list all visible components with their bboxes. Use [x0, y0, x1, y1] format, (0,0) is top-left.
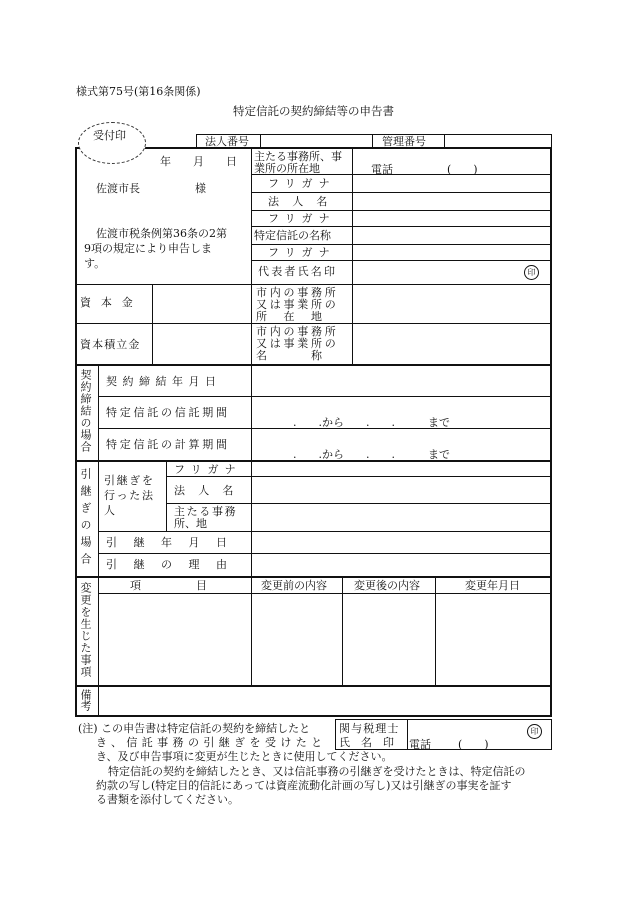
office-address-label-2: 又は事業所の [256, 298, 339, 311]
calc-period-label: 特定信託の計算期間 [106, 438, 230, 451]
note-line-3: き、及び申告事項に変更が生じたときに使用してください。 [96, 750, 393, 763]
addressee: 佐渡市長 様 [96, 182, 206, 195]
note-line-1: (注) この申告書は特定信託の契約を締結したと [78, 722, 311, 735]
accountant-phone-parens: ( ) [458, 738, 489, 751]
capital-field[interactable] [154, 286, 250, 322]
succession-office-label-2: 所、地 [174, 517, 207, 530]
capital-label: 資本金 [80, 296, 143, 309]
calc-period-field[interactable] [253, 430, 550, 459]
representative-name-field[interactable] [354, 262, 524, 282]
succession-office-field[interactable] [253, 505, 550, 530]
remarks-label: 備考 [79, 689, 92, 711]
office-address-label-3: 所 在 地 [256, 310, 325, 323]
office-address-field[interactable] [354, 286, 550, 322]
changes-col-item: 項 目 [130, 579, 207, 592]
changes-after-field[interactable] [344, 595, 434, 684]
phone-label: 電話 [371, 163, 393, 176]
management-number-label: 管理番号 [382, 135, 426, 148]
trust-period-value: . .から . . まで [293, 416, 450, 429]
form-title: 特定信託の契約締結等の申告書 [233, 104, 394, 118]
trust-name-label: 特定信託の名称 [254, 229, 331, 242]
management-number-field[interactable] [446, 135, 550, 146]
changes-section-label: 変更を生じた事項 [79, 582, 92, 678]
changes-col-date: 変更年月日 [465, 579, 520, 592]
furigana-1-label: フリガナ [268, 177, 336, 190]
contract-date-field[interactable] [253, 366, 550, 395]
succession-reason-field[interactable] [253, 555, 550, 575]
furigana-1-field[interactable] [354, 176, 550, 191]
calc-period-value: . .から . . まで [293, 448, 450, 461]
succession-section-label: 引継ぎの場合 [79, 468, 92, 570]
succession-corp-name-field[interactable] [253, 478, 550, 502]
office-name-label-1: 市内の事務所 [256, 325, 339, 338]
note-line-5: 約款の写し(特定目的信託にあっては資産流動化計画の写し)又は引継ぎの事実を証す [96, 779, 512, 792]
name-seal-label: 氏 名 印 [339, 736, 394, 749]
contract-date-label: 契約締結年月日 [106, 375, 222, 388]
contract-section-label: 契約締結の場合 [79, 369, 92, 453]
representative-seal-icon: 印 [524, 265, 539, 280]
succession-corp-label-1: 引継ぎを [104, 474, 155, 487]
note-line-6: る書類を添付してください。 [96, 793, 239, 806]
corp-name-label: 法人名 [268, 195, 341, 208]
furigana-2-label: フリガナ [268, 212, 336, 225]
furigana-3-field[interactable] [354, 246, 550, 259]
succession-furigana-field[interactable] [253, 462, 550, 475]
main-office-address-field[interactable] [354, 149, 550, 161]
phone-parens: ( ) [447, 163, 478, 176]
succession-corp-label-3: 人 [104, 504, 115, 517]
trust-period-field[interactable] [253, 398, 550, 427]
remarks-field[interactable] [100, 688, 550, 715]
main-office-label-2: 業所の所在地 [254, 162, 320, 175]
note-line-4: 特定信託の契約を締結したとき、又は信託事務の引継ぎを受けたときは、特定信託の [108, 765, 526, 778]
succession-corp-label-2: 行った法 [104, 489, 155, 502]
office-name-field[interactable] [354, 325, 550, 363]
tax-accountant-label: 関与税理士 [339, 722, 400, 735]
succession-office-label-1: 主たる事務 [174, 505, 238, 518]
succession-date-label: 引継年月日 [106, 536, 244, 549]
office-name-label-3: 名 称 [256, 349, 325, 362]
succession-corp-name-label: 法人名 [174, 484, 247, 497]
tax-accountant-name-field[interactable] [409, 720, 519, 736]
furigana-3-label: フリガナ [268, 246, 336, 259]
succession-date-field[interactable] [253, 533, 550, 552]
corp-number-label: 法人番号 [205, 135, 249, 148]
changes-col-before: 変更前の内容 [261, 579, 327, 592]
note-line-2: き、信託事務の引継ぎを受けたと [96, 736, 327, 749]
tax-accountant-seal-icon: 印 [527, 724, 542, 739]
office-name-label-2: 又は事業所の [256, 337, 339, 350]
changes-col-after: 変更後の内容 [354, 579, 420, 592]
main-office-label-1: 主たる事務所、事 [254, 150, 342, 163]
succession-reason-label: 引継の理由 [106, 558, 244, 571]
succession-furigana-label: フリガナ [174, 463, 242, 476]
receipt-stamp-label: 受付印 [93, 129, 126, 142]
capital-reserve-field[interactable] [154, 325, 250, 363]
form-number: 様式第75号(第16条関係) [76, 85, 201, 98]
statement-line-3: す。 [84, 257, 106, 270]
changes-before-field[interactable] [253, 595, 341, 684]
capital-reserve-label: 資本積立金 [80, 338, 141, 351]
corp-number-field[interactable] [262, 135, 370, 146]
statement-line-2: 9項の規定により申告しま [84, 242, 212, 255]
corp-name-field[interactable] [354, 194, 550, 209]
filing-date: 年 月 日 [160, 155, 237, 168]
furigana-2-field[interactable] [354, 212, 550, 225]
representative-name-label: 代表者氏名印 [258, 265, 338, 278]
trust-period-label: 特定信託の信託期間 [106, 406, 230, 419]
accountant-phone-label: 電話 [409, 738, 431, 751]
trust-name-field[interactable] [354, 228, 550, 243]
changes-date-field[interactable] [437, 595, 550, 684]
changes-item-field[interactable] [100, 595, 250, 684]
office-address-label-1: 市内の事務所 [256, 286, 339, 299]
statement-line-1: 佐渡市税条例第36条の2第 [96, 227, 227, 240]
